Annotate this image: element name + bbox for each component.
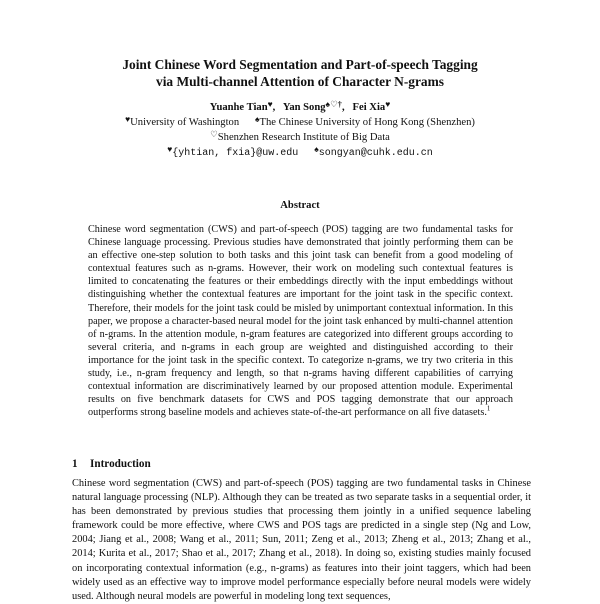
abstract-body [88, 223, 513, 419]
email-line [40, 145, 560, 161]
affiliation-mark: ♡ [210, 129, 218, 139]
email-mark: ♥ [167, 144, 173, 154]
affiliation-text: Shenzhen Research Institute of Big Data [217, 132, 390, 143]
affiliation-text: University of Washington [130, 117, 240, 128]
author-names: Yuanhe Tian♥, Yan Song♠♡†, Fei Xia♥ [209, 99, 391, 113]
title-line-1: Joint Chinese Word Segmentation and Part-of-speech Tagging [122, 57, 478, 72]
author-marks: ♠♡† [325, 99, 342, 109]
footnote-mark: 1 [486, 404, 491, 413]
affiliation-text: The Chinese University of Hong Kong (Shenzhen) [259, 117, 475, 128]
affiliation-line-1 [40, 115, 560, 130]
author-name: Yuanhe Tian [209, 102, 268, 113]
author-name: Fei Xia [352, 102, 386, 113]
abstract-heading: Abstract [280, 200, 320, 211]
email-address: {yhtian, fxia}@uw.edu [172, 148, 299, 159]
author-marks: ♥ [267, 99, 273, 109]
abstract-text: Chinese word segmentation (CWS) and part-of-speech (POS) tagging are two fundamental tasks for Chinese language processing. Previous studies have demonstrated that jointly performing them can be an effective one-step solution to both tasks and this joint task can benefit from a good modeling of contextual features such as n-grams. However, their work on modeling such contextual features is limited to concatenating the features or their embeddings directly with the input embeddings without distinguishing whether the contextual features are important for the joint task in the specific context. Therefore, their models for the joint task could be misled by unimportant contextual information. In this paper, we propose a character-based neural model for the joint task enhanced by multi-channel attention of n-grams. In the attention module, n-gram features are categorized into different groups according to several criteria, and n-grams in each group are weighted and distinguished according to their importance for the joint task in the specific context. To categorize n-grams, we try two criteria in this study, i.e., n-gram frequency and length, so that n-grams having different capabilities of carrying contextual information are discriminatively learned by our proposed attention module. Experimental results on five benchmark datasets for CWS and POS tagging demonstrate that our approach outperforms strong baseline models and achieves state-of-the-art performance on all five datasets. [88, 224, 513, 419]
paper-title [60, 56, 540, 90]
section-heading-introduction [72, 457, 532, 471]
introduction-paragraph: Chinese word segmentation (CWS) and part-of-speech (POS) tagging are two fundamental tasks in Chinese natural language processing (NLP). Although they can be treated as two separate tasks in a sequential order, it has been demonstrated by previous studies that processing them jointly in a unified sequence labeling framework could be more effective, where CWS and POS tags are predicted in a single step (Ng and Low, 2004; Jiang et al., 2008; Wang et al., 2011; Sun, 2011; Zeng et al., 2013; Zheng et al., 2013; Zhang et al., 2014; Kurita et al., 2017; Shao et al., 2017; Zhang et al., 2018). In doing so, existing studies mainly focused on incorporating contextual information (e.g., n-grams) as features into their joint taggers, which had been widely used as an effective way to improve model performance especially before neural models were widely used. Although neural models are powerful in modeling long text sequences, [72, 478, 531, 602]
section-number: 1 [72, 458, 78, 470]
email-mark: ♠ [314, 144, 319, 154]
author-name: Yan Song [282, 102, 326, 113]
section-title: Introduction [90, 458, 151, 470]
affiliation-mark: ♠ [255, 114, 260, 124]
affiliation-mark: ♥ [125, 114, 131, 124]
title-line-2: via Multi-channel Attention of Character N-grams [156, 74, 444, 89]
affiliation-line-2 [40, 130, 560, 145]
author-block [40, 100, 560, 161]
email-address: songyan@cuhk.edu.cn [318, 148, 433, 159]
author-marks: ♥ [385, 99, 391, 109]
